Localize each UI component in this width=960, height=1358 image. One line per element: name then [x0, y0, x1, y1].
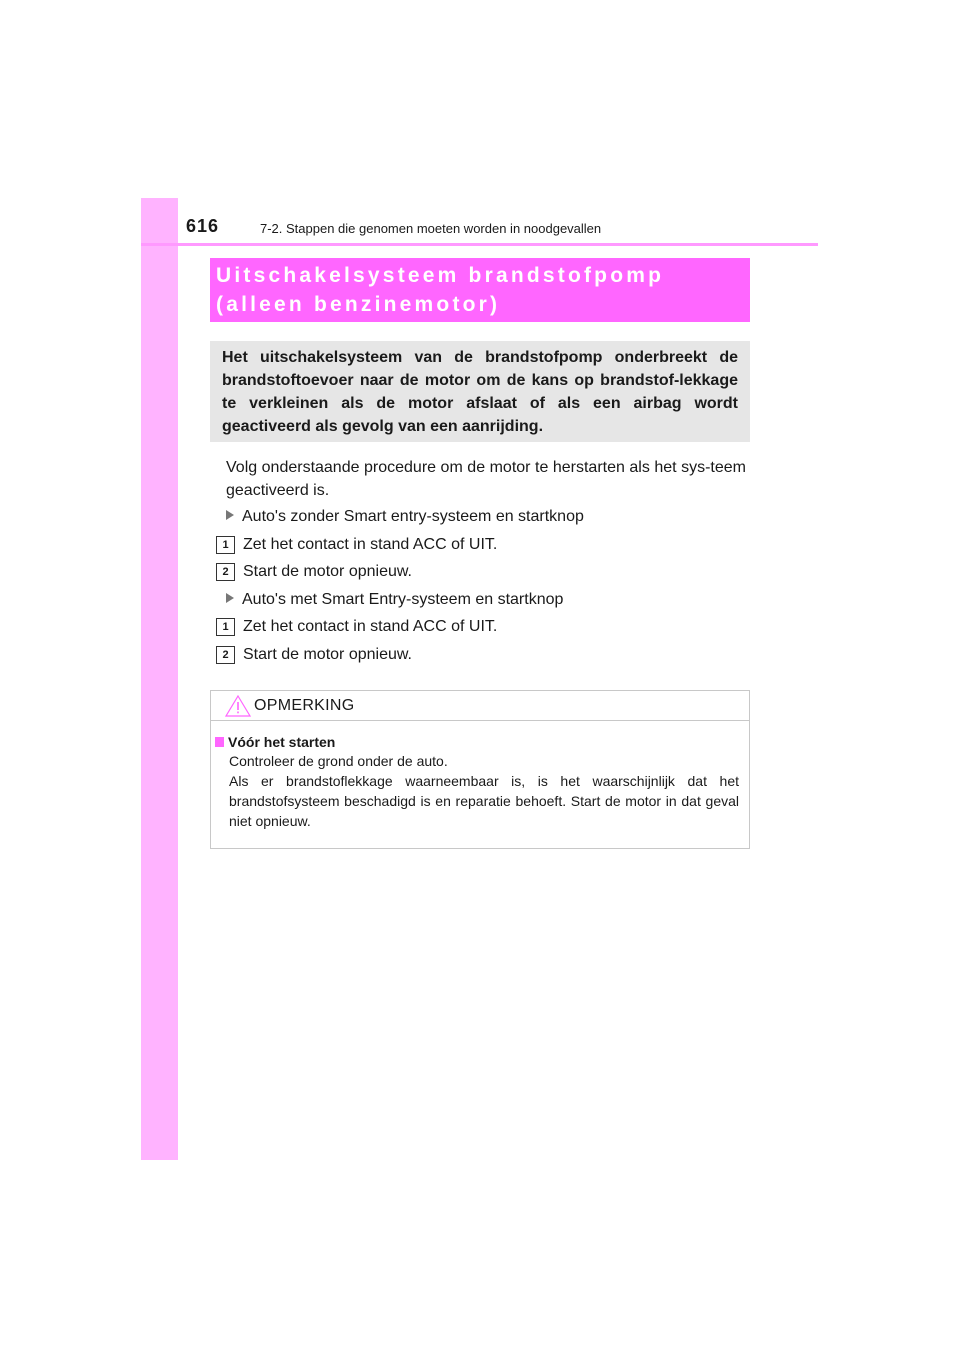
section-title-box: [210, 258, 750, 322]
header-rule: [141, 243, 818, 246]
triangle-bullet-icon: [226, 593, 234, 603]
notice-line: Als er brandstoflekkage waarneembaar is, is het waarschijnlijk dat het brandstofsysteem beschadigd is en reparatie behoeft. Start de motor in dat geval niet opnieuw.: [229, 773, 739, 829]
notice-text: [229, 751, 739, 831]
notice-line: Controleer de grond onder de auto.: [229, 753, 448, 769]
step-text: Zet het contact in stand ACC of UIT.: [243, 618, 498, 635]
step-number-badge: 1: [216, 536, 235, 554]
intro-box: [210, 341, 750, 442]
title-line-1: Uitschakelsysteem brandstofpomp: [216, 264, 665, 287]
notice-box: [210, 690, 750, 849]
step-number-badge: 2: [216, 646, 235, 664]
procedure-intro: Volg onderstaande procedure om de motor te herstarten als het sys-teem geactiveerd is.: [226, 459, 746, 499]
subheading-label: Auto's met Smart Entry-systeem en startknop: [242, 591, 564, 608]
step-text: Zet het contact in stand ACC of UIT.: [243, 536, 498, 553]
page-number: 616: [186, 216, 220, 236]
chapter-side-band: [141, 198, 178, 1160]
section-running-head: 7-2. Stappen die genomen moeten worden in noodgevallen: [260, 221, 602, 236]
notice-label: OPMERKING: [254, 697, 355, 714]
title-line-2: (alleen benzinemotor): [216, 293, 501, 316]
subheading-label: Auto's zonder Smart entry-systeem en startknop: [242, 508, 584, 525]
notice-header: [211, 691, 749, 721]
intro-text: Het uitschakelsysteem van de brandstofpomp onderbreekt de brandstoftoevoer naar de motor om de kans op brandstof-lekkage te verkleinen als de motor afslaat of als een airbag wordt geactiveerd als gevolg van een aanrijding.: [222, 349, 738, 435]
step-text: Start de motor opnieuw.: [243, 646, 412, 663]
notice-subtitle-text: Vóór het starten: [228, 734, 336, 750]
step-number-badge: 2: [216, 563, 235, 581]
step-number-badge: 1: [216, 618, 235, 636]
notice-body: [211, 721, 749, 831]
step-text: Start de motor opnieuw.: [243, 563, 412, 580]
subheading-with-smart-entry: [226, 590, 563, 610]
triangle-bullet-icon: [226, 510, 234, 520]
subheading-without-smart-entry: [226, 507, 584, 527]
warning-triangle-icon: [225, 695, 251, 717]
notice-subtitle: [215, 733, 739, 751]
square-bullet-icon: [215, 737, 224, 747]
